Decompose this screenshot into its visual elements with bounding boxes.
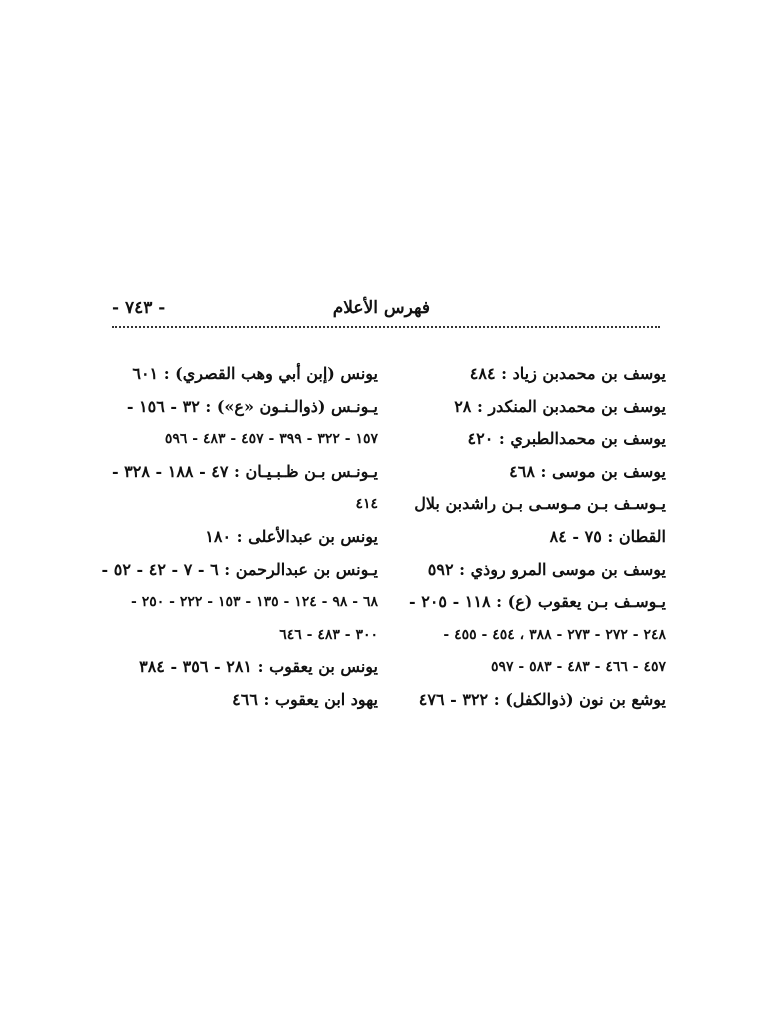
index-entry: يوسف بن موسى : ٤٦٨ [509,461,666,481]
index-entry: يوشع بن نون (ذوالكفل) : ٣٢٢ - ٤٧٦ [418,689,666,709]
index-entry: يوسف بن محمدبن زياد : ٤٨٤ [469,364,666,383]
page-number: - ٧٤٣ - [112,298,166,318]
index-entry: يوسف بن محمدالطبري : ٤٢٠ [467,429,666,449]
index-entry: يـوسـف بـن يعقوب (ع) : ١١٨ - ٢٠٥ - [409,592,666,612]
index-entry: يوسف بن محمدبن المنكدر : ٢٨ [454,396,666,416]
index-entry: يـوسـف بـن مـوسـى بـن راشدبن بلال [414,494,666,514]
index-entry: يـونـس بـن ظـبـيـان : ٤٧ - ١٨٨ - ٣٢٨ - [111,461,378,481]
header-dotted-rule [112,326,660,328]
index-entry-continuation: ٦٨ - ٩٨ - ١٢٤ - ١٣٥ - ١٥٣ - ٢٢٢ - ٢٥٠ - [131,594,378,611]
index-column-right [398,358,666,717]
index-entry: يهود ابن يعقوب : ٤٦٦ [232,689,378,709]
index-entry-continuation: ٢٤٨ - ٢٧٢ - ٢٧٣ - ٣٨٨ ، ٤٥٤ - ٤٥٥ - [443,626,666,643]
index-entry: يوسف بن موسى المرو روذي : ٥٩٢ [427,559,666,579]
index-entry: يونس (إبن أبي وهب القصري) : ٦٠١ [132,364,378,383]
index-entry-continuation: ٣٠٠ - ٤٨٣ - ٦٤٦ [279,626,378,643]
index-entry-continuation: ٤١٤ [355,496,378,513]
index-entry-continuation: القطان : ٧٥ - ٨٤ [549,526,666,546]
index-column-left [101,358,378,717]
page-header [112,294,660,330]
index-entry-continuation: ٤٥٧ - ٤٦٦ - ٤٨٣ - ٥٨٣ - ٥٩٧ [490,659,666,676]
index-entry: يـونـس (ذوالـنـون «ع») : ٣٢ - ١٥٦ - [126,396,378,416]
header-title: فهرس الأعلام [332,298,430,318]
index-entry: يونس بن عبدالأعلى : ١٨٠ [205,526,378,546]
index-entry: يونس بن يعقوب : ٢٨١ - ٣٥٦ - ٣٨٤ [139,657,378,677]
index-entry-continuation: ١٥٧ - ٣٢٢ - ٣٩٩ - ٤٥٧ - ٤٨٣ - ٥٩٦ [164,431,378,448]
index-entry: يـونس بن عبدالرحمن : ٦ - ٧ - ٤٢ - ٥٢ - [101,559,378,579]
